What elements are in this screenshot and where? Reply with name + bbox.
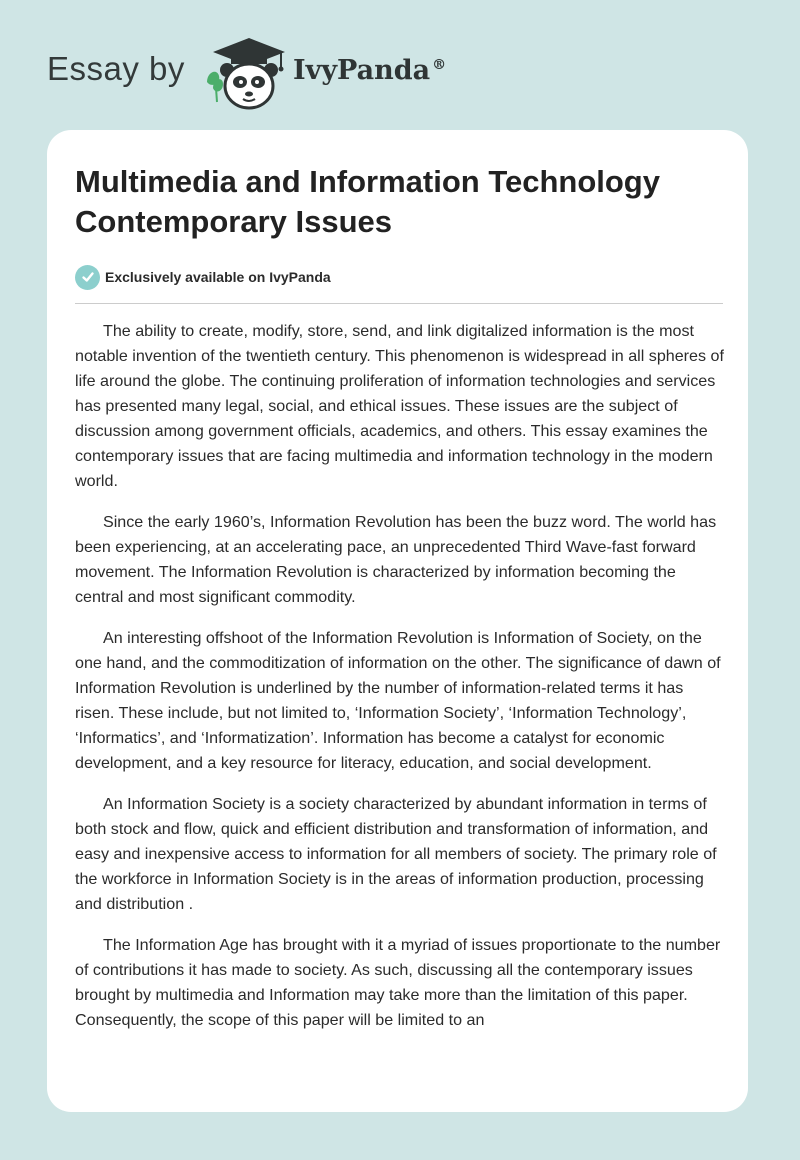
essay-paragraph-3: An interesting offshoot of the Information Revolution is Information of Society, on the one hand, and the commoditization of information on the other. The significance of dawn of Information Revolution is underlined by the number of information-related terms it has risen. These include, but not limited to, ‘Information Society’, ‘Information Technology’, ‘Informatics’, and ‘Informatization’. Information has become a catalyst for economic development, and a key resource for literacy, education, and social development. <box>75 629 721 772</box>
essay-paragraph-2: Since the early 1960’s, Information Revolution has been the buzz word. The world has been experiencing, at an accelerating pace, an unprecedented Third Wave-fast forward movement. The Information Revolution is characterized by information becoming the central and most significant commodity. <box>75 513 717 606</box>
exclusive-badge <box>75 264 331 290</box>
panda-graduate-logo-icon <box>203 36 289 112</box>
trademark-mark: ® <box>432 57 447 73</box>
page-title: Multimedia and Information Technology Contemporary Issues <box>75 164 660 239</box>
badge-label: Exclusively available on IvyPanda <box>105 269 331 285</box>
divider <box>75 303 723 304</box>
essay-paragraph-4: An Information Society is a society characterized by abundant information in terms of both stock and flow, quick and efficient distribution and transformation of information, and easy and inexpensive access to information for all members of society. The primary role of the workforce in Information Society is in the areas of information production, processing and distribution . <box>75 795 717 913</box>
brand-prefix: Essay by <box>47 50 185 87</box>
essay-paragraph-1: The ability to create, modify, store, send, and link digitalized information is the most notable invention of the twentieth century. This phenomenon is widespread in all spheres of life around the globe. The continuing proliferation of information technologies and services has presented many legal, social, and ethical issues. These issues are the subject of discussion among government officials, academics, and others. This essay examines the contemporary issues that are facing multimedia and information technology in the modern world. <box>75 322 724 490</box>
brand-name: IvyPanda ® <box>293 55 447 86</box>
brand-header <box>47 30 547 110</box>
essay-body <box>75 319 725 1049</box>
check-icon <box>75 265 100 290</box>
essay-card <box>47 130 748 1112</box>
essay-paragraph-5: The Information Age has brought with it a myriad of issues proportionate to the number of contributions it has made to society. As such, discussing all the contemporary issues brought by multimedia and Information may take more than the limitation of this paper. Consequently, the scope of this paper will be limited to an <box>75 936 721 1029</box>
